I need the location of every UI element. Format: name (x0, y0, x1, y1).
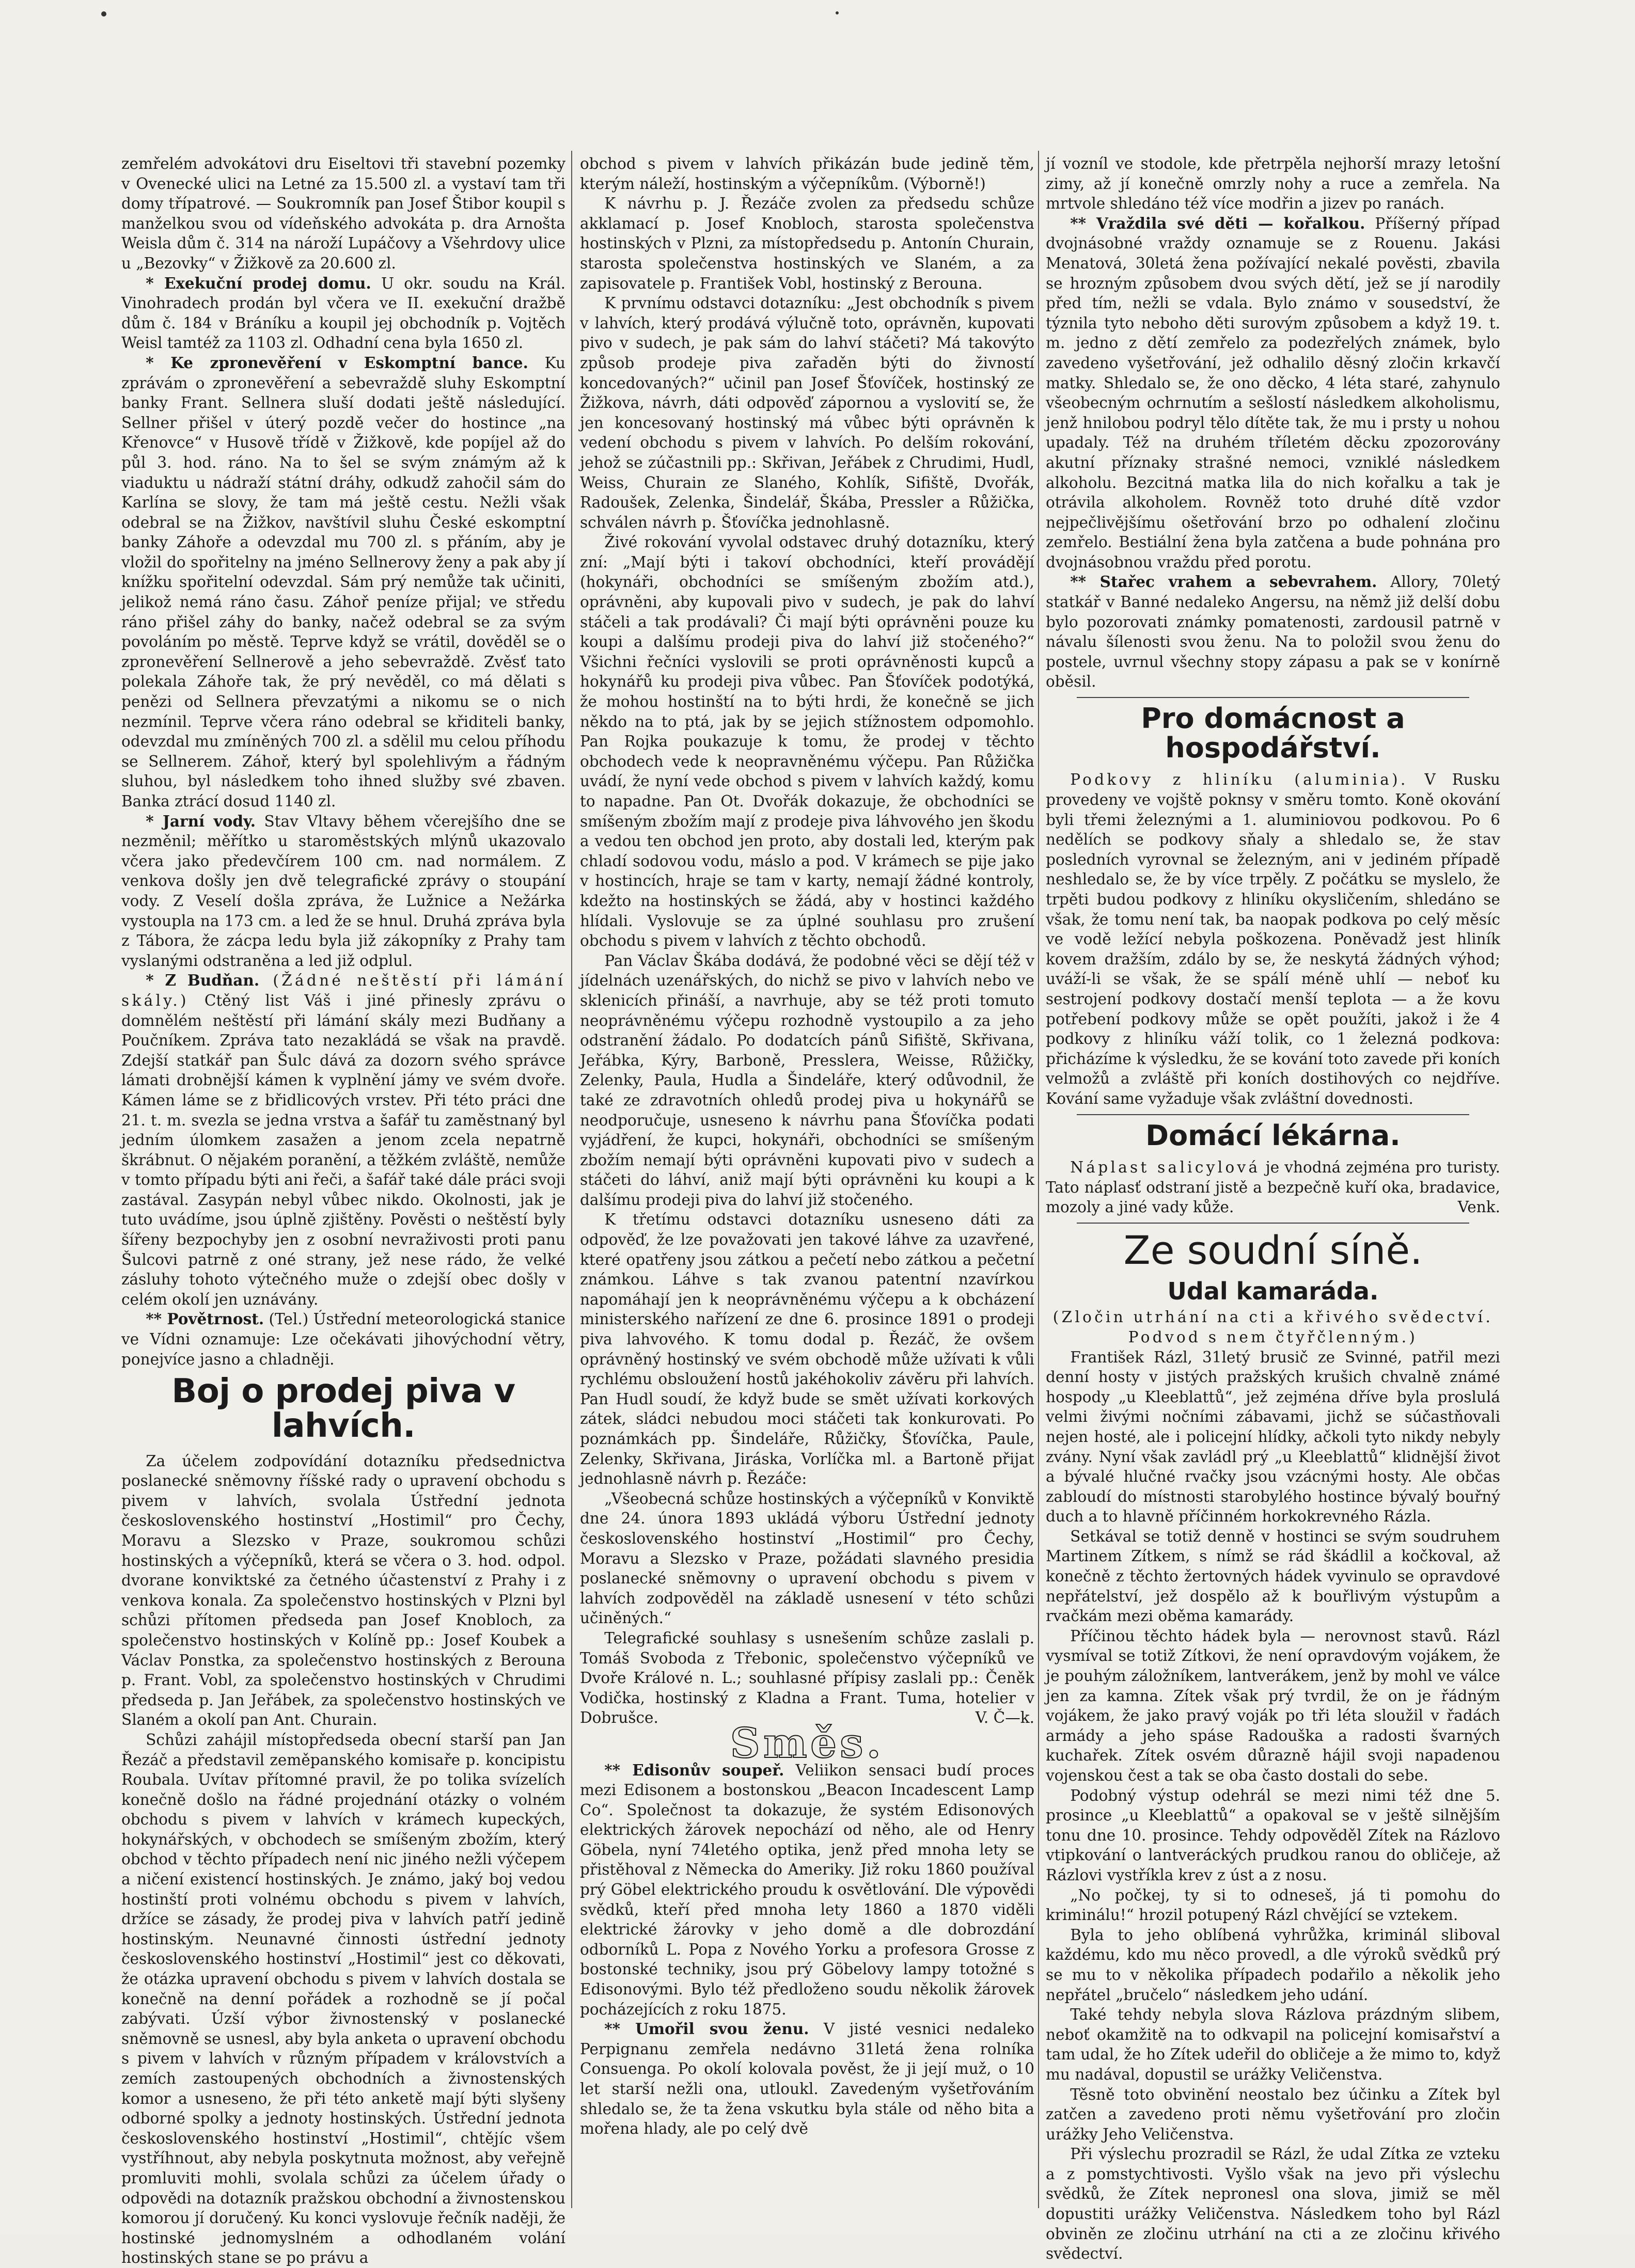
article-text: Také tehdy nebyla slova Rázlova prázdným slibem, neboť okamžitě na to odkvapil na policejní komisařství a tam udal, že ho Zítek udeřil do obličeje a že mimo to, když mu nadával, dopustil se urážky Veličenstva. (1046, 2006, 1500, 2083)
item-text: V jisté vesnici nedaleko Perpignanu zemřela nedávno 31letá žena rolníka Consuenga. Po okolí kolovala pověst, že ji její muž, o 10 let starší nežli ona, utloukl. Zavedeným vyšetřováním shledalo se, že ta žena vskutku byla stále od něho bita a mořena hlady, ale po celý dvě (580, 2020, 1034, 2138)
item-heading: * Z Budňan. (146, 971, 260, 990)
article-text: zemřelém advokátovi dru Eiseltovi tři stavební pozemky v Ovenecké ulici na Letné za 15.500 zl. a vystaví tam tři domy třípatrové. — Soukromník pan Josef Štibor koupil s manželkou svou od vídeňského advokáta p. dra Arnošta Weisla dům č. 314 na nároží Lupáčovy a Všehrdovy ulice u „Bezovky“ v Žižkově za 20.600 zl. (121, 155, 565, 272)
scan-speck (101, 11, 106, 17)
author-signature: Venk. (1457, 1198, 1500, 1216)
column-right (1046, 154, 1500, 2263)
column-rule (571, 151, 572, 2208)
article-text: obchod s pivem v lahvích přikázán bude jedině těm, kterým náleží, hostinským a výčepníkům. (Výborně!) (580, 155, 1034, 193)
news-item (121, 353, 565, 812)
item-heading: ** Vraždila své děti — kořalkou. (1070, 214, 1365, 232)
news-item (580, 1761, 1034, 2020)
article-text: Těsně toto obvinění neostalo bez účinku a Zítek byl zatčen a zavedeno proti němu vyšetřování pro zločin urážky Jeho Veličenstva. (1046, 2085, 1500, 2143)
section-headline: Ze soudní síně. (1123, 1227, 1423, 1273)
item-heading: ** Stařec vrahem a sebevrahem. (1070, 573, 1377, 591)
item-text: Stav Vltavy během včerejšího dne se nezměnil; měřítko u staroměstských mlýnů ukazovalo včera jako předevčírem 100 cm. nad normálem. Z venkova došly jen dvě telegrafické zprávy o stoupání vody. Z Veselí došla zpráva, že Lužnice a Nežárka vystoupla na 173 cm. a led že se hnul. Druhá zpráva byla z Tábora, že zácpa ledu byla již zákopníky z Prahy tam vyslanými odstraněna a led již odplul. (121, 812, 565, 970)
item-heading: ** Edisonův soupeř. (604, 1761, 784, 1779)
item-heading: ** Umořil svou ženu. (604, 2020, 809, 2038)
section-headline: Domácí lékárna. (1145, 1119, 1401, 1152)
news-item (121, 1309, 565, 1369)
item-text: Ctěný list Váš i jiné přinesly zprávu o domnělém neštěstí při lámání skály mezi Budňany a Poučníkem. Zpráva tato nezakládá se však na pravdě. Zdejší statkář pan Šulc dává za dozorn svého správce lámati drobnější kámen k vyplnění jámy ve svém dvoře. Kámen láme se z břidlicových vrstev. Při této práci dne 21. t. m. svezla se jedna vrstva a šafář tu zaměstnaný byl jedním úlomkem zasažen a jenom zcela nepatrně škrábnut. O nějakém poranění, a těžkém zvláště, nemůže v tomto případu býti ani řeči, a šafář také dále práci svoji zastával. Zasypán nebyl vůbec nikdo. Okolnosti, jak je tuto uvádíme, jsou úplně zjištěny. Pověsti o neštěstí byly šířeny bezpochyby jen z osobní nevraživosti proti panu Šulcovi patrně z oné strany, jež nese rádo, že velké zásluhy tohoto výtečného muže o zdejší obec došly v celém okolí jen uznávány. (121, 991, 565, 1308)
article-text: „Všeobecná schůze hostinských a výčepníků v Konviktě dne 24. února 1893 ukládá výboru Ústřední jednoty československého hostinství „Hostimil“ pro Čechy, Moravu a Slezsko v Praze, požádati slavného presidia poslanecké sněmovny o upravení obchodu s pivem v lahvích zodpověděl na základě usnesení v této schůzi učiněných.“ (580, 1489, 1034, 1627)
news-item (580, 2019, 1034, 2139)
article-text: Podobný výstup odehrál se mezi nimi též dne 5. prosince „u Kleeblattů“ a opakoval se v ještě silnějším tonu dne 10. prosince. Tehdy odpověděl Zítek na Rázlovo vtipkování o lantveráckých prudkou ranou do obličeje, až Rázlovi vystříkla krev z úst a z nosu. (1046, 1786, 1500, 1884)
item-subheading: (Žádné neštěstí při lámání skály.) (121, 972, 565, 1009)
news-item (121, 274, 565, 353)
item-heading: * Exekuční prodej domu. (146, 274, 371, 292)
article-text: Pan Václav Škába dodává, že podobné věci se dějí též v jídelnách uzenářských, do nichž se pivo v lahvích nebo ve sklenicích přináší, a navrhuje, aby se též proti tomuto neoprávněnému výčepu rozhodně vystoupilo a za jeho odstranění žádalo. Po dodatcích pánů Sifiště, Skřivana, Jeřábka, Kýry, Barboně, Presslera, Weisse, Růžičky, Zelenky, Paula, Hudla a Šindeláře, který odůvodnil, že také ze zdravotních ohledů prodej piva u hokynářů se neodporučuje, usneseno k návrhu pana Šťovíčka podati vyjádření, že kupci, hokynáři, obchodníci se smíšeným zbožím nemají býti oprávněni kupovati pivo v sudech a stáčeti do láhví, aniž mají býti oprávněni ku koupi a k dalšímu prodeji piva do lahví již stočeného. (580, 951, 1034, 1209)
column-left (121, 154, 566, 2267)
article-text: Setkával se totiž denně v hostinci se svým soudruhem Martinem Zítkem, s nímž se rád škádlil a kočkoval, až konečně z těchto žertovných hádek vyvinulo se opravdové nepřátelství, jež dospělo až k bouřlivým výstupům a rvačkám mezi oběma kamarády. (1046, 1527, 1500, 1625)
item-heading: * Ke zpronevěření v Eskomptní bance. (146, 353, 528, 372)
item-text: Ku zprávám o zpronevěření a sebevraždě sluhy Eskomptní banky Frant. Sellnera sluší dodati ještě následující. Sellner přišel v úterý pozdě večer do hostince „na Křenovce“ v Husově třídě v Žižkově, kde popíjel až do půl 3. hod. ráno. Na to šel se svým známým až k viaduktu u nádraží státní dráhy, odkudž zahočil sám do Karlína se slovy, že tam má ještě cestu. Nežli však odebral se na Žižkov, navštívil sluhu České eskomptní banky Záhoře a odevzdal mu 700 zl. s přáním, aby je vložil do spořitelny na jméno Sellnerovy ženy a pak aby jí knížku spořitelní odevzdal. Sám prý nemůže tak učiniti, jelikož nemá ráno času. Záhoř peníze přijal; ve středu ráno přišel záhy do banky, načež odebral se za svým povoláním po městě. Teprve když se vrátil, dověděl se o zpronevěření Sellnerově a jeho sebevraždě. Zvěsť tato polekala Záhoře tak, že prý nevěděl, co má dělati s penězi od Sellnera převzatými a nikomu se o nich nezmínil. Teprve včera ráno odebral se křiditeli banky, odevzdal mu zmíněných 700 zl. a sdělil mu celou příhodu se Sellnerem. Záhoř, který byl spolehlivým a řádným sluhou, byl následkem toho ihned služby své zbaven. Banka ztrácí dosud 1140 zl. (121, 354, 565, 810)
news-item (1046, 770, 1500, 1108)
article-headline: Udal kamaráda. (1167, 1277, 1379, 1305)
item-heading: Náplast salicylová (1070, 1159, 1261, 1177)
article-text-body: Telegrafické souhlasy s usnešením schůze zaslali p. Tomáš Svoboda z Třebonic, společenstvo výčepníků ve Dvoře Králové n. L.; souhlasné přípisy zaslali pp.: Čeněk Vodička, hostinský z Kladna a Frant. Tuma, hotelier v Dobrušce. (580, 1629, 1034, 1727)
article-text: Živé rokování vyvolal odstavec druhý dotazníku, který zní: „Mají býti i takoví obchodníci, kteří provádějí (hokynáři, obchodníci se smíšeným zbožím atd.), oprávněni, aby kupovali pivo v sudech, je pak do lahví stáčeli a tak prodávali? Či mají býti oprávněni pouze ku koupi a dalšímu prodeji piva do lahví již stočeného?“ Všichni řečníci vyslovili se proti oprávněnosti kupců a hokynářů ku prodeji piva vůbec. Pan Šťovíček podotýká, že mohou hostinští na to býti hrdi, že konečně se jich někdo na to ptá, jak by se jejich stížnostem odpomohlo. Pan Rojka poukazuje k tomu, že prodej v těchto obchodech vede k neopravněnému výčepu. Pan Růžička uvádí, že nyní vede obchod s pivem v lahvích každý, komu to napadne. Pan Ot. Dvořák dokazuje, že obchodníci se smíšeným zbožím mají z prodeje piva láhvového jen škodu a vedou ten obchod jen proto, aby dostali led, kterým pak chladí sodovou vodu, máslo a pod. V krámech se pije jako v hostincích, hraje se tam v karty, nemají žádné kontroly, kdežto na hostinských se žádá, aby v hostinci každého hlídali. Vyslovuje se za úplné souhlasu pro zrušení obchodu s pivem v lahvích z těchto obchodů. (580, 533, 1034, 950)
article-text: K návrhu p. J. Řezáče zvolen za předsedu schůze akklamací p. Josef Knobloch, starosta společenstva hostinských v Plzni, za místopředsedu p. Antonín Churain, starosta společenstva hostinských ve Slaném, a za zapisovatele p. František Vobl, hostinský z Berouna. (580, 195, 1034, 292)
item-heading: Podkovy z hliníku (aluminia). (1070, 771, 1408, 789)
item-heading: * Jarní vody. (146, 812, 256, 830)
article-text: K prvnímu odstavci dotazníku: „Jest obchodník s pivem v lahvích, který prodává výlučně toto, oprávněn, kupovati pivo v sudech, je pak sám do lahví stáčeti? Má takovýto způsob prodeje piva zařaděn býti do živností koncedovaných?“ učinil pan Josef Šťovíček, hostinský ze Žižkova, návrh, dáti odpověď zápornou a vyslovití se, že jen koncesovaný hostinský má vůbec býti oprávněn k vedení obchodu s pivem v lahvích. Po delším rokování, jehož se zúčastnili pp.: Skřivan, Jeřábek z Chrudimi, Hudl, Weiss, Churain ze Slaného, Kohlík, Sifiště, Dvořák, Radoušek, Zelenka, Šindelář, Škába, Pressler a Růžička, schválen návrh p. Šťovíčka jednohlasně. (580, 294, 1034, 531)
section-divider (1077, 1114, 1469, 1115)
article-text: Byla to jeho oblíbená vyhrůžka, kriminál sliboval každému, kdo mu něco provedl, a dle výroků svědků prý se mu to v několika případech podařilo a několik jeho nepřátel „bručelo“ následkem jeho udání. (1046, 1926, 1500, 2004)
section-divider (1077, 697, 1469, 698)
news-item (121, 812, 565, 971)
article-text: Příčinou těchto hádek byla — nerovnost stavů. Rázl vysmíval se totiž Zítkovi, že není opravdovým vojákem, že je pouhým záložníkem, lantverákem, jenž by mohl ve válce jen za kamna. Zítek však prý tvrdil, že on je řádným vojákem, že jako pravý voják po tři léta sloužil v řadách armády a jeho spáse Radouška a radosti švarných kuchařek. Zítek osvém důrazně hájil svoji napadenou vojenskou čest a tak se oba často dostali do sebe. (1046, 1627, 1500, 1785)
article-text: jí vozníl ve stodole, kde přetrpěla nejhorší mrazy letošní zimy, až jí konečně omrzly nohy a ruce a zemřela. Na mrtvole shledáno též více modřin a jizev po ranách. (1046, 155, 1500, 213)
item-text: Veliikon sensaci budí proces mezi Edisonem a bostonskou „Beacon Incadescent Lamp Co“. Společnost ta dokazuje, že systém Edisonových elektrických žárovek nepochází od něho, ale od Henry Göbela, nyní 74letého optika, jenž před mnoha lety se přistěhoval z Německa do Ameriky. Již roku 1860 používal prý Göbel elektrického proudu k osvětlování. Dle výpovědi svědků, kteří před mnoha lety 1860 a 1870 viděli elektrické žárovky v jeho domě a dle dobrozdání odborníků L. Popa z Nového Yorku a profesora Grosse z bostonské techniky, jsou prý Göbelovy lampy totožné s Edisonovými. Bylo též předloženo soudu několik žárovek pocházejících z roku 1875. (580, 1761, 1034, 2018)
article-text: Schůzi zahájil místopředseda obecní starší pan Jan Řezáč a představil zeměpanského komisaře p. koncipistu Roubala. Uvítav přítomné pravil, že po tolika svízelích konečně došlo na řádné projednání otázky o volném obchodu s pivem v lahvích v krámech kupeckých, hokynářských, v obchodech se smíšeným zbožím, který obchod v těchto případech není nic jiného nežli výčepem a ničení existencí hostinských. Je známo, jaký boj vedou hostinští proti volnému obchodu s pivem v lahvích, držíce se zásady, že prodej piva v lahvích patří jedině hostinským. Neunavné činnosti ústřední jednoty československého hostinství „Hostimil“ jest co děkovati, že otázka upravení obchodu s pivem v lahvích dostala se konečně na denní pořádek a rozhodně se jí počal zabývati. Úzší výbor živnostenský v poslanecké sněmovně se usnesl, aby byla anketa o upravení obchodu s pivem v lahvích v různým případem v královstvích a zemích zastoupených obchodních a živnostenských komor a usneseno, že při této anketě mají býti slyšeny odborné spolky a jednoty hostinských. Ústřední jednota československého hostinství „Hostimil“, chtějíc všem vystříhnout, aby nebyla poskytnuta možnost, aby veřejně promluviti mohli, svolala schůzi za účelem úřady o odpovědi na dotazník pražskou obchodní a živnostenskou komorou jí doručený. Ku konci vyslovuje řečník naději, že hostinské jednomyslném a odhodlaném volání hostinských stane se po právu a (121, 1731, 565, 2267)
article-text: K třetímu odstavci dotazníku usneseno dáti za odpověď, že lze považovati jen takové láhve za uzavřené, které opatřeny jsou zátkou a pečetí nebo zátkou a pečetní známkou. Láhve s tak zvanou patentní nzavírkou napomáhají jen k neoprávněnému výčepu a k obcházení ministerského nařízení ze dne 6. prosince 1891 o prodeji piva lahvového. K tomu dodal p. Řezáč, že ovšem oprávněný hostinský ve svém obchodě může užívati k vůli rychlému obsloužení hostů jakéhokoliv závěru při lahvích. Pan Hudl soudí, že když bude se smět užívati korkových zátek, sládci nebudou moci stáčeti tak konkurovati. Po poznámkách pp. Šindeláře, Růžičky, Šťovíčka, Paule, Zelenky, Skřivana, Jiráska, Vorlíčka ml. a Bartoně přijat jednohlasně návrh p. Řezáče: (580, 1211, 1034, 1488)
item-text: U okr. soudu na Král. Vinohradech prodán byl včera ve II. exekuční dražbě dům č. 184 v Bráníku a koupil jej obchodník p. Vojtěch Weisl tamtéž za 1103 zl. Odhadní cena byla 1650 zl. (121, 274, 566, 352)
item-text: Příšerný případ dvojnásobné vraždy oznamuje se z Rouenu. Jakási Menatová, 30letá žena požívající nekalé pověsti, zbavila se hrozným způsobem dvou svých dětí, jež se jí narodily před tím, nežli se vdala. Bylo známo v sousedství, že týznila tyto neboho děti surovým způsobem a když 19. t. m. jedno z dětí zemřelo za podezřelých známek, bylo zavedeno vyšetřování, jež odhalilo děsný zločin krkavčí matky. Shledalo se, že ono děcko, 4 léta staré, zahynulo všeobecným ochrnutím a sešlostí následkem alkoholismu, jenž hnilobou podryl tělo dítěte tak, že mu i prsty u nohou upadaly. Též na druhém tříletém děcku zpozorovány akutní příznaky strašné nemoci, vzniklé následkem alkoholu. Bezcitná matka lila do nich kořalku a tak je otrávila alkoholem. Rovněž toto druhé dítě vzdor nejpečlivějšímu ošetřování brzo po odhalení zločinu zemřelo. Bestiální žena byla zatčena a bude pohnána pro dvojnásobnou vraždu před porotu. (1046, 214, 1500, 571)
article-text: Za účelem zodpovídání dotazníku předsednictva poslanecké sněmovny říšské rady o upravení obchodu s pivem v lahvích, svolala Ústřední jednota československého hostinství „Hostimil“ pro Čechy, Moravu a Slezsko v Praze, soukromou schůzi hostinských a výčepníků, která se včera o 3. hod. odpol. dvorane konviktské za četného účastenství z Prahy i z venkova konala. Za společenstvo hostinských v Plzni byl schůzi přítomen předseda pan Josef Knobloch, za společenstvo hostinských v Kolíně pp.: Josef Koubek a Václav Ponstka, za společenstvo hostinských z Berouna p. Frant. Vobl, za společenstvo hostinských v Chrudimi předseda p. Jan Jeřábek, za společenstvo hostinských ve Slaném a okolí pan Ant. Churain. (121, 1452, 565, 1729)
article-text: Při výslechu prozradil se Rázl, že udal Zítka ze vzteku a z pomstychtivosti. Vyšlo však na jevo při výslechu svědků, že Zítek nepronesl ona slova, jimiž se měl dopustiti urážky Veličenstva. Následkem toho byl Rázl obviněn ze zločinu utrhání na cti a ze zločinu křivého svědectví. (1046, 2145, 1500, 2263)
item-text: V Rusku provedeny ve vojště poknsy v směru tomto. Koně okování byli třemi železnými a 1. aluminiovou podkovou. Po 6 nedělích se podkovy sňaly a shledalo se, že stav posledních vyrovnal se železným, ani v jediném případě neshledalo se, že by více trpěly. Z počátku se myslelo, že trpěti budou podkovy z hliníku okysličením, shledáno se však, že tomu není tak, ba naopak podkova po celý měsíc ve vodě ležící nebyla poškozena. Poněvadž jest hliník kovem dražším, zdálo by se, že neskytá žádných výhod; uváží-li se však, že se spálí méně uhlí — neboť ku sestrojení podkovy dostačí menší teplota — a že kovu potřebení podkovy může se opět použíti, jakož i že 4 podkovy z hliníku váží tolik, co 1 železná podkova: přicházíme k výsledku, že se kování toto zavede při koních velmožů a zvláště při koních dostihových co nejdříve. Kování same vyžaduje však zvláštní dovednosti. (1046, 771, 1500, 1107)
article-subheadline: (Zločin utrhání na cti a křivého svědectví. Podvod s nem čtyřčlenným.) (1052, 1308, 1493, 1346)
news-item (1046, 572, 1500, 692)
item-text: (Tel.) Ústřední meteorologická stanice ve Vídni oznamuje: Lze očekávati jihovýchodní větry, ponejvíce jasno a chladněji. (121, 1310, 566, 1368)
section-headline: Směs. (730, 1718, 885, 1767)
news-item (1046, 214, 1500, 573)
article-text (580, 1628, 1034, 1728)
item-heading: ** Povětrnost. (146, 1310, 264, 1328)
section-divider (1077, 1223, 1469, 1224)
scan-speck (836, 11, 839, 14)
item-text: je vhodná zejména pro turisty. Tato náplasť odstraní jistě a bezpečně kuří oka, bradavice, mozoly a jiné vady kůže. (1046, 1159, 1500, 1216)
article-text: „No počkej, ty si to odneseš, já ti pomohu do kriminálu!“ hrozil potupený Rázl chvějící se vztekem. (1046, 1886, 1500, 1924)
author-signature: V. Č—k. (975, 1709, 1034, 1727)
section-headline: Pro domácnost a hospodářství. (1141, 702, 1405, 764)
column-middle (580, 154, 1034, 2214)
news-item (121, 971, 565, 1309)
article-text: František Rázl, 31letý brusič ze Svinné, patřil mezi denní hosty v jistých pražských krušich chvalně známé hospody „u Kleeblattů“, jež zejména dříve byla proslulá velmi živými nočními zábavami, jichž se súčastňovali nejen hosté, ale i policejní hlídky, ačkoli tyto nikdy nebyly zvány. Nyní však zavládl prý „u Kleeblattů“ klidnější život a bývalé hlučné rvačky jsou vzácnými hosty. Ale občas zabloudí do místnosti starobylého hostince bývalý bouřný duch a to hlavně příčinném horkokrevného Rázla. (1046, 1348, 1500, 1526)
article-headline: Boj o prodej piva v lahvích. (171, 1372, 515, 1446)
news-item (1046, 1157, 1500, 1217)
column-rule (1038, 151, 1039, 2208)
item-text: Allory, 70letý statkář v Banné nedaleko Angersu, na němž již delší dobu bylo pozorovati známky pomatenosti, zardousil patrně v návalu šílenosti svou ženu. Na to položil svou ženu do postele, uvrnul všechny stopy zápasu a pak se v konírně oběsil. (1046, 573, 1500, 691)
